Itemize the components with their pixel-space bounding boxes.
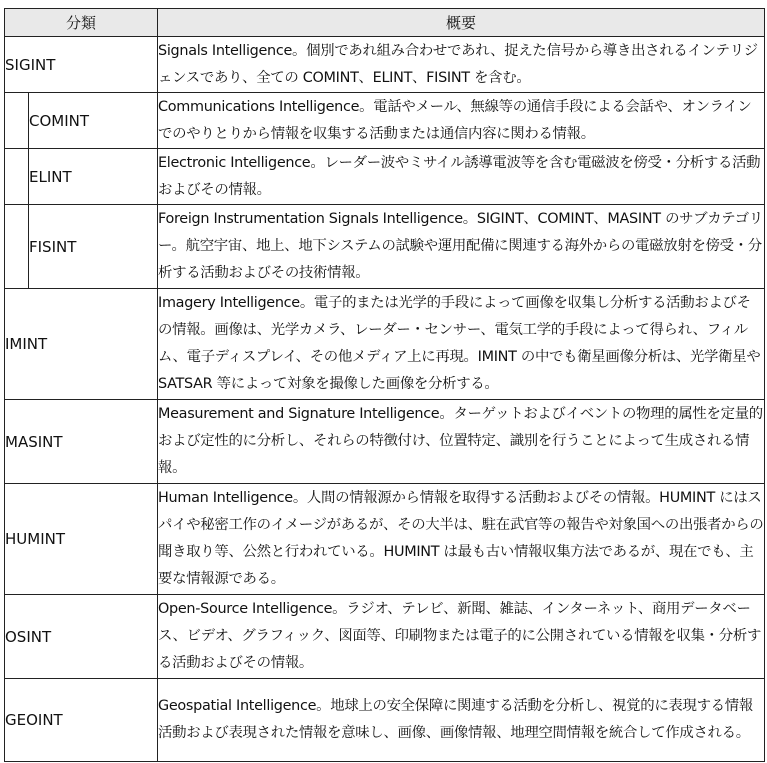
indent-spacer	[5, 205, 29, 289]
header-category: 分類	[5, 9, 158, 37]
indent-spacer	[5, 93, 29, 149]
summary-cell: Open-Source Intelligence。ラジオ、テレビ、新聞、雑誌、インターネット、商用データベース、ビデオ、グラフィック、図面等、印刷物または電子的に公開されている情報を収集・分析する活動およびその情報。	[158, 595, 765, 679]
summary-cell: Human Intelligence。人間の情報源から情報を取得する活動およびその情報。HUMINT にはスパイや秘密工作のイメージがあるが、その大半は、駐在武官等の報告や対象国への出張者からの聞き取り等、公然と行われている。HUMINT は最も古い情報収集方法であるが、現在でも、主要な情報源である。	[158, 484, 765, 595]
indent-spacer	[5, 149, 29, 205]
summary-cell: Communications Intelligence。電話やメール、無線等の通信手段による会話や、オンラインでのやりとりから情報を収集する活動または通信内容に関わる情報。	[158, 93, 765, 149]
subcategory-cell: ELINT	[29, 149, 158, 205]
table-row	[5, 149, 765, 205]
summary-cell: Signals Intelligence。個別であれ組み合わせであれ、捉えた信号から導き出されるインテリジェンスであり、全ての COMINT、ELINT、FISINT を含む。	[158, 37, 765, 93]
category-cell: HUMINT	[5, 484, 158, 595]
category-cell: OSINT	[5, 595, 158, 679]
table-row	[5, 205, 765, 289]
category-cell: GEOINT	[5, 679, 158, 762]
summary-cell: Imagery Intelligence。電子的または光学的手段によって画像を収集し分析する活動およびその情報。画像は、光学カメラ、レーダー・センサー、電気工学的手段によって得られ、フィルム、電子ディスプレイ、その他メディア上に再現。IMINT の中でも衛星画像分析は、光学衛星や SATSAR 等によって対象を撮像した画像を分析する。	[158, 289, 765, 400]
table-header-row	[5, 9, 765, 37]
table-row	[5, 289, 765, 400]
summary-cell: Foreign Instrumentation Signals Intelligence。SIGINT、COMINT、MASINT のサブカテゴリー。航空宇宙、地上、地下システムの試験や運用配備に関連する海外からの電磁放射を傍受・分析する活動およびその技術情報。	[158, 205, 765, 289]
summary-cell: Electronic Intelligence。レーダー波やミサイル誘導電波等を含む電磁波を傍受・分析する活動およびその情報。	[158, 149, 765, 205]
table-row	[5, 679, 765, 762]
table-row	[5, 400, 765, 484]
table-row	[5, 484, 765, 595]
category-cell: MASINT	[5, 400, 158, 484]
intelligence-table	[4, 8, 765, 762]
table-row	[5, 37, 765, 93]
category-cell: IMINT	[5, 289, 158, 400]
table-row	[5, 595, 765, 679]
header-summary: 概要	[158, 9, 765, 37]
category-cell: SIGINT	[5, 37, 158, 93]
subcategory-cell: COMINT	[29, 93, 158, 149]
summary-cell: Geospatial Intelligence。地球上の安全保障に関連する活動を分析し、視覚的に表現する情報活動および表現された情報を意味し、画像、画像情報、地理空間情報を統合して作成される。	[158, 679, 765, 762]
summary-cell: Measurement and Signature Intelligence。ターゲットおよびイベントの物理的属性を定量的および定性的に分析し、それらの特徴付け、位置特定、識別を行うことによって生成される情報。	[158, 400, 765, 484]
subcategory-cell: FISINT	[29, 205, 158, 289]
table-row	[5, 93, 765, 149]
